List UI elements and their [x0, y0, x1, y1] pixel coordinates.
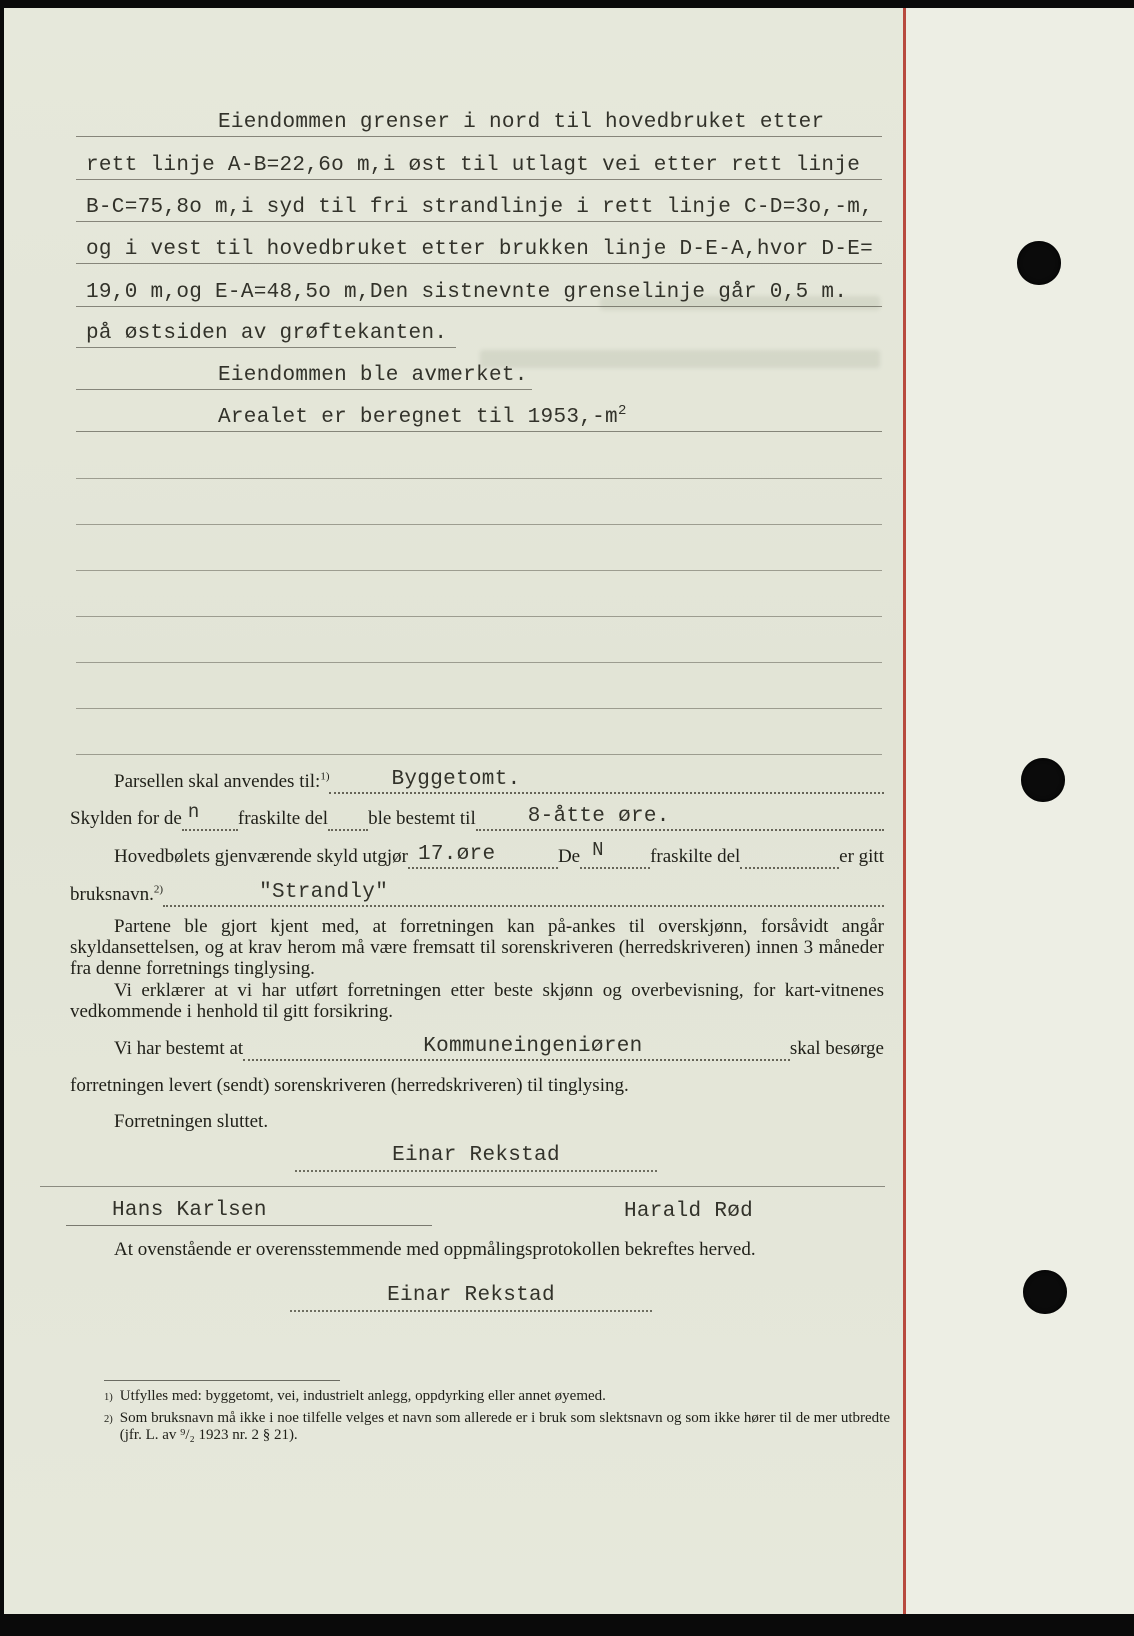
- typed-line-6: [76, 312, 456, 348]
- bestemt-label: Vi har bestemt at: [114, 1038, 244, 1059]
- signature-line-1: [295, 1138, 657, 1172]
- signature-einar-rekstad: Einar Rekstad: [392, 1144, 560, 1167]
- form-row-bruksnavn: [70, 879, 884, 907]
- form-row-use: [70, 766, 884, 794]
- bestemt-suffix: skal besørge: [789, 1038, 884, 1059]
- area-text: Arealet er beregnet til 1953,-m: [218, 406, 618, 429]
- typed-line-7: [76, 354, 532, 390]
- signature-harald-rod: Harald Rød: [624, 1200, 754, 1223]
- form-row-bestemt: [70, 1033, 884, 1061]
- horizontal-rule: [40, 1186, 885, 1187]
- ruled-line: [76, 570, 882, 571]
- footnote-1-marker: 1): [104, 1392, 113, 1403]
- line-sluttet: Forretningen sluttet.: [114, 1111, 269, 1132]
- skyld-label-3: ble bestemt til: [368, 808, 476, 829]
- typed-text: på østsiden av grøftekanten.: [86, 322, 448, 345]
- footnote-2: [104, 1410, 890, 1445]
- line-confirmation: At ovenstående er overensstemmende med oppmålingsprotokollen bekreftes herved.: [114, 1239, 756, 1260]
- ruled-line: [76, 524, 882, 525]
- use-label: [70, 772, 329, 794]
- typed-text: B-C=75,8o m,i syd til fri strandlinje i rett linje C-D=3o,-m,: [86, 196, 874, 219]
- typed-line-4: [76, 228, 882, 264]
- footnote-1: [104, 1388, 890, 1407]
- typed-text: Eiendommen ble avmerket.: [218, 364, 528, 387]
- form-row-skyld: [70, 803, 884, 831]
- margin-line: [903, 8, 906, 1614]
- bleedthrough-smudge: [480, 350, 880, 368]
- typed-text: [76, 404, 626, 428]
- hoved-label-3: fraskilte del: [650, 846, 741, 867]
- skyld-label-1: Skylden for de: [70, 808, 182, 829]
- skyld-label-2: fraskilte del: [237, 808, 329, 829]
- witness-signature-left-line: [66, 1200, 432, 1226]
- footnote-divider: [104, 1380, 340, 1381]
- bestemt-field: [243, 1033, 790, 1061]
- hoved-fill-value: N: [592, 839, 604, 861]
- typed-line-8: [76, 396, 882, 432]
- punch-hole: [1023, 1270, 1067, 1314]
- paragraph-declaration: Vi erklærer at vi har utført forretningen etter beste skjønn og overbevisning, for kart-vitnenes vedkommende i henhold til gitt forsikring.: [70, 980, 884, 1022]
- hoved-fill-field: [580, 841, 650, 869]
- label-text: Parsellen skal anvendes til:: [114, 771, 321, 792]
- footnote-ref-1: 1): [320, 770, 330, 783]
- ruled-line: [76, 754, 882, 755]
- paper-right-margin-area: [906, 8, 1134, 1614]
- typed-text: og i vest til hovedbruket etter brukken linje D-E-A,hvor D-E=: [86, 238, 874, 261]
- skyld-fill-value: n: [187, 801, 200, 823]
- hoved-label-4: er gitt: [839, 846, 884, 867]
- hoved-value-field: [408, 841, 558, 869]
- hoved-value: 17.øre: [417, 843, 496, 866]
- typed-line-2: [76, 144, 882, 180]
- bruksnavn-value: "Strandly": [259, 881, 389, 904]
- label-text: bruksnavn.: [70, 884, 154, 905]
- hoved-label-2: De: [557, 846, 581, 867]
- typed-text: Eiendommen grenser i nord til hovedbruket etter: [218, 111, 825, 134]
- bruksnavn-field: [163, 879, 884, 907]
- footnote-2-text: Som bruksnavn må ikke i noe tilfelle velges et navn som allerede er i bruk som slektsnavn og som ikke hører til de mer utbredte (jfr. L. av ⁹/₂ 1923 nr. 2 § 21).: [119, 1409, 890, 1443]
- bruksnavn-label: [70, 885, 163, 907]
- witness-signature-row: [66, 1192, 882, 1226]
- footnote-1-text: Utfylles med: byggetomt, vei, industrielt anlegg, oppdyrking eller annet øyemed.: [119, 1388, 606, 1404]
- typed-text: rett linje A-B=22,6o m,i øst til utlagt vei etter rett linje: [86, 154, 861, 177]
- punch-hole: [1017, 241, 1061, 285]
- skyld-fill-field: [182, 803, 238, 831]
- footnotes: [104, 1388, 890, 1448]
- ruled-line: [76, 478, 882, 479]
- signature-einar-rekstad-2: Einar Rekstad: [387, 1284, 555, 1307]
- punch-hole: [1021, 758, 1065, 802]
- typed-line-3: [76, 186, 882, 222]
- hoved-empty-field: [740, 841, 839, 869]
- signature-line-2: [290, 1278, 652, 1312]
- ruled-line: [76, 708, 882, 709]
- ruled-line: [76, 662, 882, 663]
- use-value: Byggetomt.: [391, 768, 521, 791]
- skyld-value: 8-åtte øre.: [527, 805, 670, 828]
- hoved-label-1: Hovedbølets gjenværende skyld utgjør: [114, 846, 408, 867]
- typed-line-5: [76, 271, 882, 307]
- skyld-value-field: [476, 803, 884, 831]
- typed-text: 19,0 m,og E-A=48,5o m,Den sistnevnte grenselinje går 0,5 m.: [86, 281, 848, 304]
- paragraph-appeal-notice: Partene ble gjort kjent med, at forretningen kan på-ankes til overskjønn, forsåvidt angår skyldansettelsen, og at krav herom må være fremsatt til sorenskriveren (herredskriveren) innen 3 måneder fra denne forretnings tinglysing.: [70, 916, 884, 979]
- skyld-empty-field: [328, 803, 368, 831]
- footnote-ref-2: 2): [153, 883, 164, 896]
- signature-hans-karlsen: Hans Karlsen: [112, 1199, 267, 1222]
- footnote-2-marker: 2): [104, 1413, 113, 1425]
- ruled-line: [76, 616, 882, 617]
- bestemt-value: Kommuneingeniøren: [423, 1035, 643, 1058]
- area-superscript: 2: [617, 403, 627, 419]
- form-row-hovedbol: [70, 841, 884, 869]
- typed-line-1: [76, 101, 882, 137]
- use-field: [329, 766, 884, 794]
- line-levert: forretningen levert (sendt) sorenskriveren (herredskriveren) til tinglysing.: [70, 1075, 629, 1096]
